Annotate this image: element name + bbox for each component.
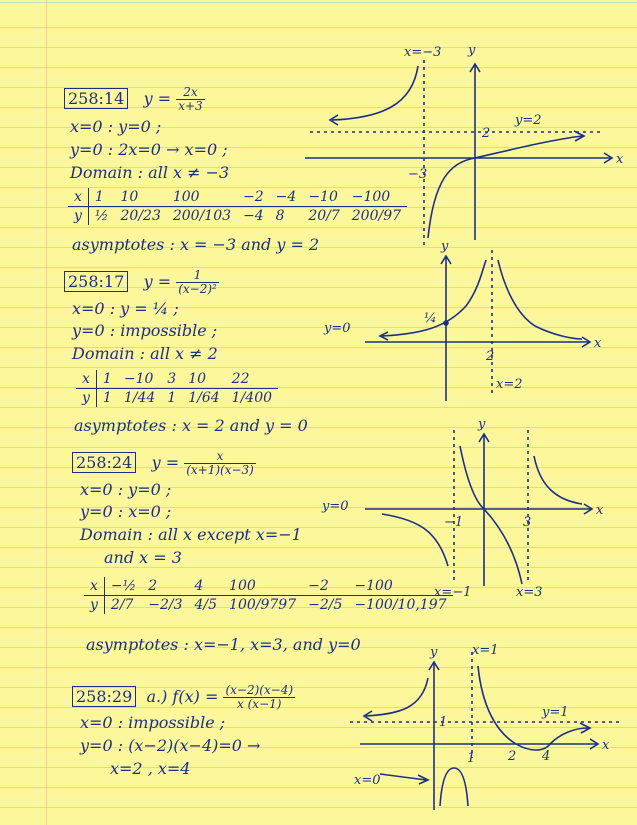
graph-label: x [602,738,610,753]
problem-2-line-2: y=0 : impossible ; [72,321,218,340]
graph-label: x=0 [354,773,381,788]
table-cell: −2/3 [148,597,183,613]
table-cell: 2/7 [110,597,134,613]
table-cell: x [76,370,96,389]
problem-3-lhs: y = [151,453,180,472]
problem-4-denominator: x (x−1) [237,697,282,711]
graph-label: y=1 [542,705,569,720]
table-cell: 10 [182,370,225,389]
table-cell: −½ [104,577,142,596]
table-cell: 1/64 [188,390,220,406]
table-cell: 100 [223,577,302,596]
curve-left-branch [332,66,418,120]
table-cell: 4/5 [194,597,218,613]
problem-1-line-1: x=0 : y=0 ; [70,117,162,136]
graph-label: y=0 [322,499,349,514]
graph-label: ¼ [424,311,437,326]
table-cell: −4 [270,188,303,207]
problem-3-fraction [184,450,256,477]
problem-2-asymptotes: asymptotes : x = 2 and y = 0 [74,416,308,435]
problem-3-line-3: Domain : all x except x=−1 [80,525,302,544]
problem-1-denominator: x+3 [178,99,203,113]
table-cell: x [84,577,104,596]
table-cell: 1 [88,188,114,207]
table-cell: −2 [237,188,270,207]
problem-2-denominator: (x−2)² [178,282,217,296]
graph-label: x=1 [472,643,499,658]
table-cell: −2/5 [308,597,343,613]
curve-right-branch [498,260,582,339]
problem-2-line-1: x=0 : y = ¼ ; [72,299,179,318]
problem-3-numerator: x [184,450,256,464]
table-cell: 200/103 [172,208,232,224]
problem-2-id: 258:17 [64,271,128,292]
table-cell: 4 [189,577,224,596]
table-cell: 100 [167,188,237,207]
graph-label: y [478,417,486,432]
problem-1-graph [300,40,630,250]
graph-label: y [441,239,449,254]
table-cell: 1/400 [231,390,273,406]
table-cell: y [76,389,96,408]
table-cell: 20/7 [308,208,340,224]
problem-1-fraction [176,86,204,113]
problem-4-line-1: x=0 : impossible ; [80,713,226,732]
graph-label: −1 [444,515,464,530]
problem-4-fraction [223,684,295,711]
table-cell: −10 [302,188,345,207]
problem-1-line-3: Domain : all x ≠ −3 [70,163,230,182]
table-cell: 1 [96,370,117,389]
problem-3-line-2: y=0 : x=0 ; [80,502,172,521]
problem-3-id: 258:24 [72,452,136,473]
problem-3-header [72,450,256,477]
problem-1-lhs: y = [143,89,172,108]
problem-1-id: 258:14 [64,88,128,109]
problem-3-line-4: and x = 3 [104,548,182,567]
graph-label: x=2 [496,377,523,392]
graph-label: x=−1 [434,585,472,600]
problem-2-line-3: Domain : all x ≠ 2 [72,344,218,363]
graph-label: y=2 [515,113,542,128]
problem-1-asymptotes: asymptotes : x = −3 and y = 2 [72,235,320,254]
graph-label: 3 [523,515,532,530]
table-cell: −10 [118,370,161,389]
graph-label: 1 [467,751,476,766]
curve-right-branch [478,666,588,750]
graph-label: 2 [486,349,495,364]
table-cell: 1 [102,390,112,406]
table-cell: 1 [167,390,177,406]
graph-label: y [430,645,438,660]
curve-left-branch [366,678,428,716]
graph-label: 2 [482,126,491,141]
table-cell: y [68,207,88,226]
problem-4-line-3: x=2 , x=4 [110,759,191,778]
table-cell: 10 [115,188,167,207]
problem-2-table [76,370,278,407]
problem-4-numerator: (x−2)(x−4) [225,683,294,697]
problem-1-numerator: 2x [176,86,204,100]
table-cell: x [68,188,88,207]
table-cell: 3 [161,370,182,389]
problem-3-graph [320,416,620,606]
table-cell: 20/23 [120,208,161,224]
table-cell: −2 [302,577,348,596]
table-cell: 2 [142,577,188,596]
table-cell: −100/10,197 [354,597,447,613]
problem-4-id: 258:29 [72,686,136,707]
table-cell: ½ [94,208,109,224]
problem-1-line-2: y=0 : 2x=0 → x=0 ; [70,140,228,159]
problem-4-header [72,684,295,711]
graph-label: x=3 [516,585,543,600]
graph-label: x [616,152,624,167]
table-cell: −4 [243,208,264,224]
table-cell: 22 [226,370,278,389]
problem-2-graph [320,236,620,406]
problem-3-denominator: (x+1)(x−3) [186,463,254,477]
y-intercept-point [444,321,448,325]
table-cell: y [84,596,104,615]
problem-2-lhs: y = [143,272,172,291]
curve-left-branch [382,514,448,566]
graph-label: y=0 [324,321,351,336]
table-cell: 8 [275,208,285,224]
problem-3-asymptotes: asymptotes : x=−1, x=3, and y=0 [86,635,361,654]
curve-right-branch [534,456,582,504]
problem-2-header [64,269,219,296]
problem-3-line-1: x=0 : y=0 ; [80,480,172,499]
graph-label: x [594,336,602,351]
curve-middle-branch [460,446,522,584]
table-cell: −100 [346,188,407,207]
graph-label: 2 [508,749,517,764]
problem-4-line-2: y=0 : (x−2)(x−4)=0 → [80,736,261,755]
graph-label: x [596,503,604,518]
problem-1-header [64,86,205,113]
graph-label: 1 [439,715,448,730]
problem-2-numerator: 1 [176,269,219,283]
problem-4-lhs: a.) f(x) = [146,687,219,706]
table-cell: 1/44 [123,390,156,406]
table-cell: −100 [348,577,452,596]
graph-label: y [468,43,476,58]
table-cell: 100/9797 [229,597,297,613]
graph-label: −3 [408,167,428,182]
graph-label: x=−3 [404,45,442,60]
problem-2-fraction [176,269,219,296]
curve-middle-branch [440,768,468,806]
graph-label: 4 [542,749,551,764]
curve-right-branch [428,136,582,238]
problem-4-graph [340,636,630,822]
table-cell: 200/97 [351,208,402,224]
margin-line [46,0,47,825]
